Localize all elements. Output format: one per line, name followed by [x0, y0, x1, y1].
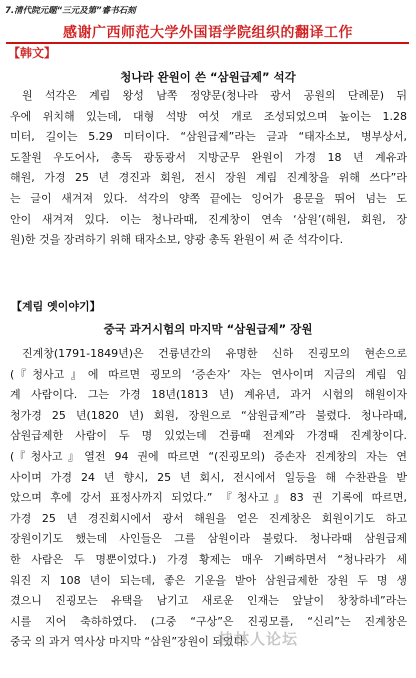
text-line: 원)한 것을 장려하기 위해 태자소보, 양광 총독 완원이 써 준 석각이다.	[10, 233, 344, 247]
text-line: 우에 위치해 있는데, 대형 석방 여섯 개로 조성되었으며 높이는 1.28	[10, 109, 407, 123]
banner-title: 感谢广西师范大学外国语学院组织的翻译工作	[63, 25, 353, 41]
text-line: 진계창(1791-1849년)은 건륭년간의 유명한 신하 진굉모의 현손으로	[22, 347, 407, 360]
section1-body	[10, 86, 407, 251]
text-line: 청가경 25 년(1820 년) 회원, 장원으로 “삼원급제”라 불렸다. 청나라때,	[10, 408, 407, 422]
text-line: 장원이기도 했는데 사인들은 그를 삼원이라 불렀다. 청나라때 삼원급제	[10, 532, 407, 546]
series-label: 7.清代院元题“三元及第”睿书石刻	[5, 6, 136, 16]
banner-divider	[6, 42, 409, 44]
text-line: 계 사람이다. 그는 가경 18년(1813 년) 계유년, 과거 시험의 해원이자	[10, 388, 407, 402]
text-line: 삼원급제한 사람이 두 명 있었는데 건륭때 전계와 가경때 진계창이다.	[10, 429, 407, 443]
text-line: 가경 25 년 경진회시에서 광서 해원을 얻은 진계창은 회원이기도 하고	[10, 511, 407, 525]
text-line: 시를 지어 축하하였다. (그중 “구상”은 진굉모를, “신리”는 진계창은	[10, 614, 407, 628]
text-line: 원 석각은 계림 왕성 남쪽 정양문(청나라 광서 공원의 단례문) 뒤	[22, 89, 407, 102]
section1-title: 청나라 완원이 쓴 “삼원급제” 석각	[120, 70, 296, 84]
text-line: 았으며 후에 강서 표정사까지 되었다.” 『청사고』83 권 기록에 따르면,	[10, 491, 407, 505]
text-line: 겼으니 진굉모는 유택을 남기고 새로운 인재는 앞날이 창창하네”라는	[10, 594, 407, 608]
language-tag: 【韩文】	[8, 46, 57, 60]
text-line: 사이며 가경 24 년 향시, 25 년 회시, 전시에서 일등을 해 수찬관을 받	[10, 470, 407, 484]
text-line: (『청사고』열전 94 권에 따르면 “(진굉모의) 증손자 진계창의 자는 연	[10, 449, 407, 463]
text-line: 안이 새겨져 있다. 이는 청나라때, 진계창이 연속 ‘삼원’(해원, 회원, 장	[10, 212, 407, 226]
text-line: 도찰원 우도어사, 총독 광동광서 지방군무 완원이 가경 18 년 계유과	[10, 150, 407, 164]
section2-title: 중국 과거시험의 마지막 “삼원급제” 장원	[103, 322, 313, 336]
text-line: 워진 지 108 년이 되는데, 좋은 기운을 받아 삼원급제한 장원 두 명 생	[10, 573, 407, 587]
text-line: 한 사람은 두 명뿐이었다.) 가경 황제는 매우 기뻐하면서 “청나라가 세	[10, 552, 407, 566]
watermark: 桂林人论坛	[218, 630, 299, 648]
text-line: 해원, 가경 25 년 경진과 회원, 전시 장원 계림 진계창을 위해 쓰다”라	[10, 171, 407, 185]
text-line: 중국 의 과거 역사상 마지막 “삼원”장원이 되었다.	[10, 635, 248, 649]
text-line: 는 글이 새겨져 있다. 석각의 양쪽 끝에는 잉어가 용문을 뛰어 넘는 도	[10, 191, 407, 205]
section2-tag: 【계림 옛이야기】	[11, 300, 101, 313]
text-line: (『청사고』에 따르면 굉모의 ‘증손자’ 자는 연사이며 지금의 계림 임	[10, 367, 407, 381]
text-line: 미터, 길이는 5.29 미터이다. “삼원급제”라는 글과 “태자소보, 병부상서,	[10, 130, 407, 144]
section2-body	[10, 344, 407, 653]
